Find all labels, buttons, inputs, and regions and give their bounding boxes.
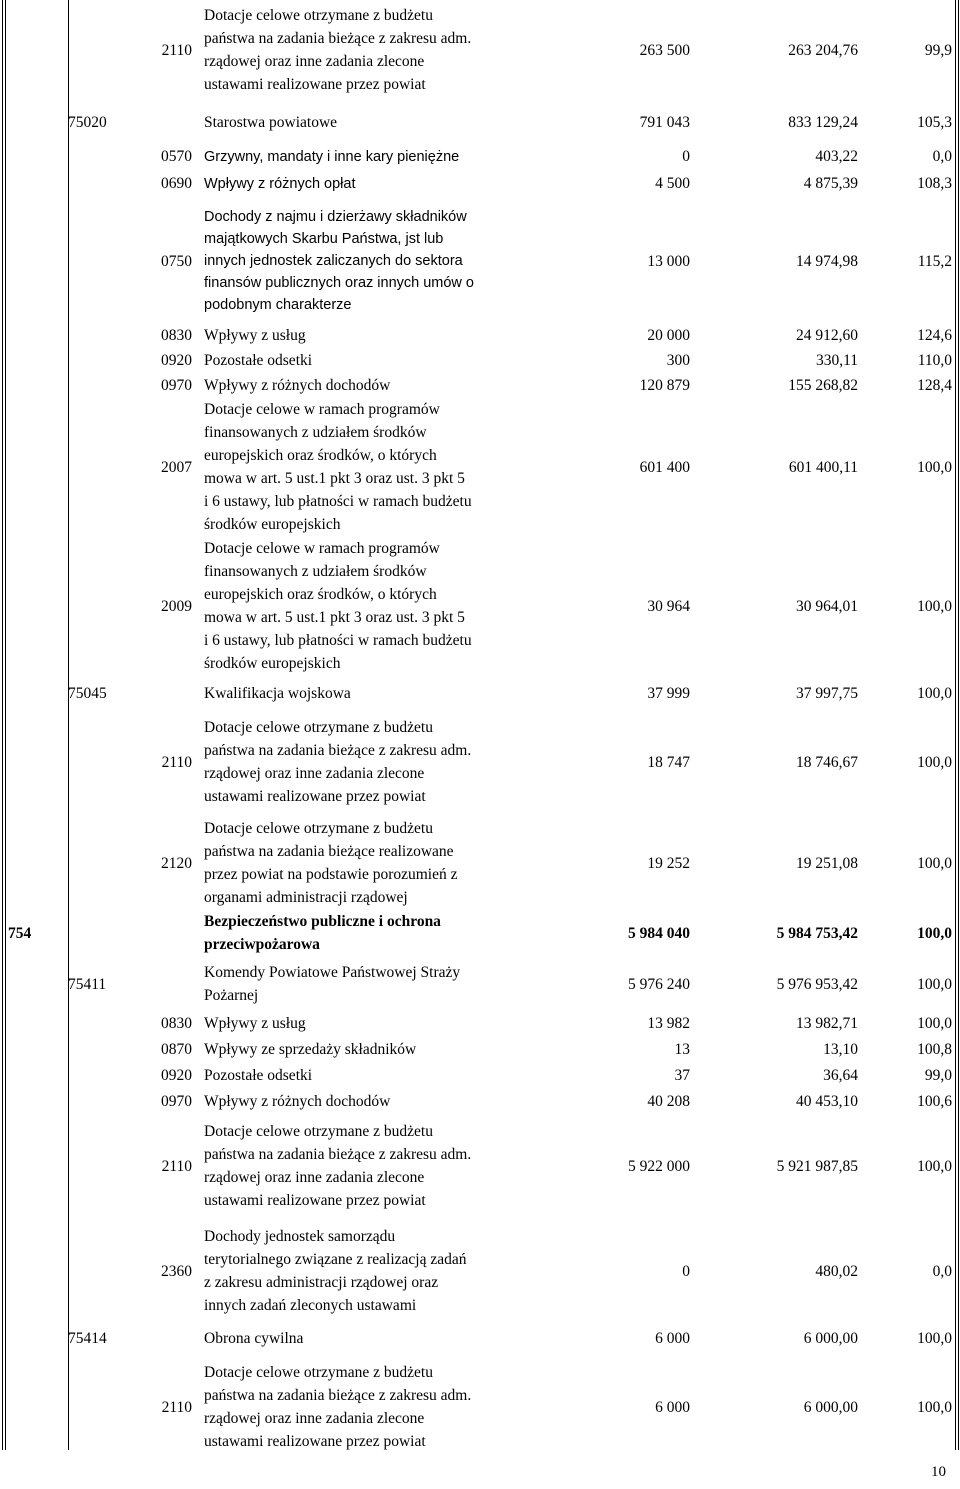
plan-amount: 5 922 000 [628,1157,690,1175]
plan-amount: 19 252 [647,854,690,872]
executed-amount: 13 982,71 [796,1014,858,1032]
plan-amount: 263 500 [639,41,690,59]
plan-amount: 5 984 040 [628,924,690,942]
executed-amount: 30 964,01 [796,597,858,615]
description-cell: Dotacje celowe otrzymane z budżetu państwa na zadania bieżące z zakresu adm. rządowej oraz inne zadania zlecone ustawami realizowane przez powiat [204,7,472,93]
table-row [0,373,960,398]
executed-amount: 19 251,08 [796,854,858,872]
plan-amount: 4 500 [655,175,690,192]
percent-value: 100,0 [917,753,952,771]
chapter-code: 75045 [68,684,107,702]
executed-amount: 833 129,24 [788,113,858,131]
description-cell: Komendy Powiatowe Państwowej Straży Pożarnej [204,964,461,1004]
table-row [0,0,960,100]
plan-amount: 40 208 [647,1092,690,1110]
table-row [0,323,960,348]
plan-amount: 13 [674,1040,690,1058]
plan-amount: 0 [682,148,690,165]
table-row [0,398,960,536]
executed-amount: 24 912,60 [796,327,858,344]
executed-amount: 14 974,98 [796,252,858,270]
percent-value: 115,2 [917,252,952,270]
executed-amount: 4 875,39 [803,175,858,192]
percent-value: 100,0 [917,684,952,702]
executed-amount: 330,11 [815,352,858,369]
description-cell: Wpływy ze sprzedaży składników [204,1040,417,1058]
plan-amount: 30 964 [647,597,690,615]
description-cell: Dotacje celowe otrzymane z budżetu państwa na zadania bieżące realizowane przez powiat na podstawie porozumień z organami administracji rządowej [204,820,458,906]
table-row [0,1324,960,1352]
description-cell: Pozostałe odsetki [204,352,313,369]
executed-amount: 5 976 953,42 [776,975,858,993]
percent-value: 99,0 [924,1066,952,1084]
percent-value: 128,4 [917,377,952,394]
plan-amount: 13 982 [647,1014,690,1032]
executed-amount: 263 204,76 [788,41,858,59]
table-row [0,170,960,197]
table-row [0,536,960,676]
paragraph-code: 2009 [161,597,192,615]
paragraph-code: 0920 [161,352,192,369]
plan-amount: 120 879 [639,377,690,394]
table-row [0,1036,960,1062]
table-row [0,105,960,139]
description-cell: Dotacje celowe w ramach programów finansowanych z udziałem środków europejskich oraz środków, o których mowa w art. 5 ust.1 pkt 3 oraz ust. 3 pkt 5 i 6 ustawy, lub płatności w ramach budżetu środków europejskich [204,540,472,672]
table-row [0,712,960,812]
paragraph-code: 2007 [161,458,192,476]
percent-value: 100,0 [917,854,952,872]
description-cell: Dochody jednostek samorządu terytorialnego związane z realizacją zadań z zakresu administracji rządowej oraz innych zadań zleconych ustawami [204,1228,467,1314]
plan-amount: 300 [666,352,690,369]
description-cell: Kwalifikacja wojskowa [204,684,351,702]
executed-amount: 5 984 753,42 [776,924,858,942]
description-cell: Dotacje celowe otrzymane z budżetu państwa na zadania bieżące z zakresu adm. rządowej oraz inne zadania zlecone ustawami realizowane przez powiat [204,719,472,805]
paragraph-code: 2360 [161,1262,192,1280]
paragraph-code: 0970 [161,1092,192,1110]
executed-amount: 6 000,00 [803,1398,858,1416]
executed-amount: 155 268,82 [788,377,858,394]
chapter-code: 75411 [68,975,107,993]
description-cell: Wpływy z usług [204,327,306,344]
executed-amount: 480,02 [815,1262,858,1280]
plan-amount: 6 000 [655,1329,690,1347]
table-row [0,1010,960,1036]
executed-amount: 37 997,75 [796,684,858,702]
percent-value: 100,6 [917,1092,952,1110]
table-row [0,1356,960,1458]
percent-value: 100,0 [917,924,952,942]
percent-value: 99,9 [924,41,952,59]
percent-value: 100,0 [917,1014,952,1032]
chapter-code: 75414 [68,1329,107,1347]
percent-value: 124,6 [917,327,952,344]
description-cell: Wpływy z usług [204,1014,306,1032]
executed-amount: 13,10 [823,1040,858,1058]
percent-value: 100,0 [917,1398,952,1416]
executed-amount: 36,64 [823,1066,858,1084]
paragraph-code: 0830 [161,327,192,344]
percent-value: 105,3 [917,113,952,131]
table-row [0,143,960,170]
plan-amount: 37 [674,1066,690,1084]
chapter-code: 75020 [68,113,107,131]
section-code: 754 [8,924,32,942]
percent-value: 110,0 [917,352,952,369]
plan-amount: 20 000 [647,327,690,344]
paragraph-code: 0920 [161,1066,192,1084]
plan-amount: 601 400 [639,458,690,476]
paragraph-code: 2110 [161,1398,192,1416]
percent-value: 100,0 [917,1157,952,1175]
table-row [0,1088,960,1114]
paragraph-code: 0570 [161,148,192,165]
page-number: 10 [931,1464,946,1480]
description-cell: Wpływy z różnych opłat [204,175,356,192]
paragraph-code: 0750 [161,252,192,270]
executed-amount: 18 746,67 [796,753,858,771]
executed-amount: 6 000,00 [803,1329,858,1347]
plan-amount: 37 999 [647,684,690,702]
table-row [0,814,960,912]
description-cell: Dochody z najmu i dzierżawy składników majątkowych Skarbu Państwa, jst lub innych jednostek zaliczanych do sektora finansów publicznych oraz innych umów o podobnym charakterze [204,209,474,313]
description-cell: Starostwa powiatowe [204,113,338,131]
plan-amount: 13 000 [647,252,690,270]
percent-value: 100,0 [917,458,952,476]
paragraph-code: 2110 [161,41,192,59]
table-row [0,678,960,708]
description-cell: Dotacje celowe otrzymane z budżetu państwa na zadania bieżące z zakresu adm. rządowej oraz inne zadania zlecone ustawami realizowane przez powiat [204,1364,472,1450]
plan-amount: 18 747 [647,753,690,771]
paragraph-code: 2110 [161,1157,192,1175]
table-row [0,1220,960,1322]
description-cell: Grzywny, mandaty i inne kary pieniężne [204,148,460,165]
percent-value: 0,0 [932,1262,952,1280]
executed-amount: 5 921 987,85 [776,1157,858,1175]
description-cell: Dotacje celowe w ramach programów finansowanych z udziałem środków europejskich oraz środków, o których mowa w art. 5 ust.1 pkt 3 oraz ust. 3 pkt 5 i 6 ustawy, lub płatności w ramach budżetu środków europejskich [204,401,472,533]
executed-amount: 40 453,10 [796,1092,858,1110]
table-row [0,1114,960,1218]
percent-value: 0,0 [932,148,952,165]
plan-amount: 5 976 240 [628,975,690,993]
paragraph-code: 0970 [161,377,192,394]
description-cell: Bezpieczeństwo publiczne i ochrona przeciwpożarowa [204,913,441,953]
plan-amount: 791 043 [639,113,690,131]
paragraph-code: 2120 [161,854,192,872]
paragraph-code: 0870 [161,1040,192,1058]
percent-value: 100,0 [917,597,952,615]
description-cell: Dotacje celowe otrzymane z budżetu państwa na zadania bieżące z zakresu adm. rządowej oraz inne zadania zlecone ustawami realizowane przez powiat [204,1123,472,1209]
table-row [0,348,960,373]
description-cell: Pozostałe odsetki [204,1066,313,1084]
plan-amount: 0 [682,1262,690,1280]
table-row [0,1062,960,1088]
paragraph-code: 0830 [161,1014,192,1032]
percent-value: 108,3 [917,175,952,192]
table-row [0,960,960,1008]
description-cell: Obrona cywilna [204,1329,304,1347]
executed-amount: 403,22 [815,148,858,165]
percent-value: 100,0 [917,975,952,993]
percent-value: 100,0 [917,1329,952,1347]
description-cell: Wpływy z różnych dochodów [204,377,391,394]
executed-amount: 601 400,11 [788,458,858,476]
description-cell: Wpływy z różnych dochodów [204,1092,391,1110]
paragraph-code: 2110 [161,753,192,771]
table-row [0,908,960,958]
paragraph-code: 0690 [161,175,192,192]
plan-amount: 6 000 [655,1398,690,1416]
table-row [0,199,960,323]
percent-value: 100,8 [917,1040,952,1058]
